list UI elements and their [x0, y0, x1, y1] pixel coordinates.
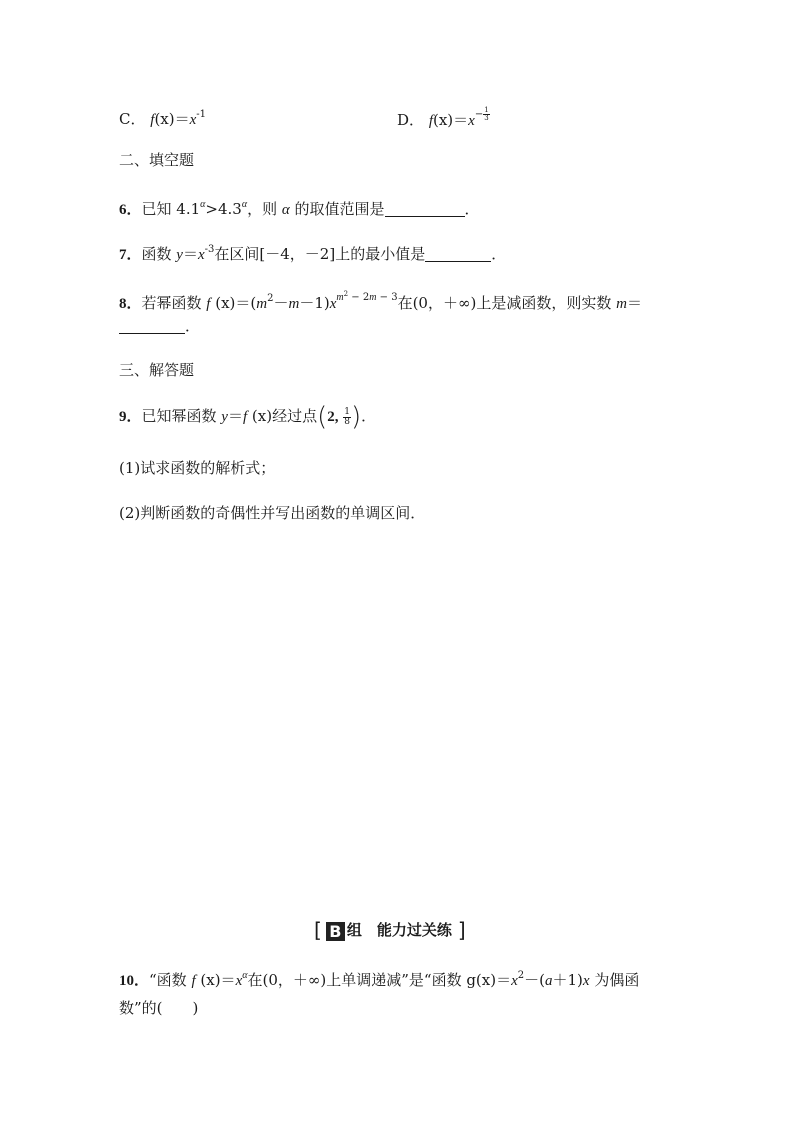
text: －1)	[299, 294, 330, 312]
group-b-header	[314, 918, 466, 942]
variable: y	[221, 409, 228, 425]
question-8	[119, 284, 642, 314]
text: 函数	[141, 245, 177, 263]
func-name: f	[242, 409, 248, 425]
question-number: 7	[119, 247, 127, 263]
text: “函数	[149, 971, 192, 989]
variable: y	[176, 247, 183, 263]
question-number: 6	[119, 202, 127, 218]
func-name: f	[150, 112, 155, 128]
equals: ＝	[453, 111, 469, 129]
group-title: 组 能力过关练	[346, 921, 452, 939]
text: 已知 4.1	[141, 200, 201, 218]
option-d	[397, 105, 490, 131]
answer-blank[interactable]	[385, 202, 465, 217]
numerator: 1	[484, 106, 489, 114]
sep: ．	[126, 202, 142, 218]
exponent	[475, 105, 490, 125]
text: (x)＝(	[210, 294, 257, 312]
group-letter-badge: B	[326, 922, 345, 941]
variable: m	[256, 296, 268, 312]
text: ＝	[182, 245, 198, 263]
right-paren: )	[351, 402, 362, 432]
sep: ．	[126, 409, 142, 425]
text: ＝	[227, 407, 243, 425]
exponent: α	[241, 199, 248, 210]
option-label: C．	[119, 110, 146, 128]
question-6	[119, 195, 480, 220]
sep: ．	[126, 247, 142, 263]
question-number: 8	[119, 296, 127, 312]
right-bracket: ]	[457, 918, 466, 942]
variable: m	[288, 296, 300, 312]
text: ．	[464, 200, 480, 218]
exponent: 2	[517, 970, 525, 981]
denominator: 8	[344, 416, 351, 427]
exponent: 2	[267, 293, 274, 304]
question-10-line-2: 数”的( )	[119, 999, 199, 1017]
text: 为偶函	[589, 971, 640, 989]
variable: x	[511, 973, 518, 989]
variable: m	[369, 292, 377, 303]
numerator: 1	[344, 406, 351, 417]
func-arg: (x)	[432, 111, 454, 129]
text: ，则	[247, 200, 282, 218]
text: －	[273, 294, 289, 312]
text: 的取值范围是	[289, 200, 385, 218]
text: ＋1)	[552, 971, 583, 989]
sep: ．	[134, 973, 150, 989]
exponent: α	[242, 970, 248, 981]
equals: ＝	[174, 110, 190, 128]
func-arg: (x)	[154, 110, 175, 128]
variable: x	[235, 973, 243, 989]
text: >4.3	[205, 200, 242, 218]
answer-blank[interactable]	[425, 247, 491, 262]
question-number: 10	[119, 973, 134, 989]
text: − 2	[348, 292, 370, 303]
exponent: -3	[204, 244, 215, 255]
question-10	[119, 966, 639, 991]
text: ．	[361, 407, 377, 425]
left-bracket: [	[314, 918, 322, 942]
question-9-part-2: (2)判断函数的奇偶性并写出函数的单调区间．	[119, 504, 426, 522]
text: 在区间[－4，－2]上的最小值是	[214, 245, 426, 263]
exp-fraction	[483, 107, 489, 122]
option-c	[119, 105, 206, 130]
left-paren: (	[317, 402, 328, 432]
question-7	[119, 240, 506, 265]
point-y-fraction	[343, 408, 351, 427]
func-name: f	[428, 113, 433, 129]
text: 在(0，＋∞)上是减函数，则实数	[397, 294, 617, 312]
text: 若幂函数	[141, 294, 207, 312]
exponent: 2	[343, 290, 349, 298]
text: ＝	[626, 294, 642, 312]
text: 已知幂函数	[141, 407, 222, 425]
variable: m	[336, 292, 344, 303]
question-8-line-2	[119, 316, 200, 336]
text: ．	[185, 317, 201, 335]
text: (x)＝	[195, 971, 236, 989]
base: x	[468, 113, 475, 129]
variable: x	[197, 247, 205, 263]
answer-blank[interactable]	[119, 319, 185, 334]
text: －(	[524, 971, 546, 989]
denominator: 3	[484, 114, 489, 122]
variable: a	[545, 973, 553, 989]
variable: x	[329, 296, 337, 312]
exponent: -1	[196, 109, 207, 120]
section-heading-answer: 三、解答题	[119, 361, 195, 379]
func-name: f	[206, 296, 211, 312]
text: 在(0，＋∞)上单调递减”是“函数 g(x)＝	[247, 971, 512, 989]
sep: ．	[126, 296, 142, 312]
text: (x)经过点	[247, 407, 318, 425]
variable: x	[582, 973, 590, 989]
variable: m	[616, 296, 627, 312]
exponent: α	[200, 199, 206, 210]
point-x: 2,	[327, 409, 339, 425]
exp-sign: −	[474, 109, 484, 120]
text: ．	[491, 245, 507, 263]
question-number: 9	[119, 409, 127, 425]
text: − 3	[376, 292, 398, 303]
variable: α	[281, 202, 290, 218]
question-9	[119, 402, 377, 432]
base: x	[189, 112, 197, 128]
option-label: D．	[397, 111, 425, 129]
exponent	[336, 292, 397, 303]
question-9-part-1: (1)试求函数的解析式；	[119, 459, 276, 477]
func-name: f	[191, 973, 196, 989]
section-heading-fill-blank: 二、填空题	[119, 151, 195, 169]
